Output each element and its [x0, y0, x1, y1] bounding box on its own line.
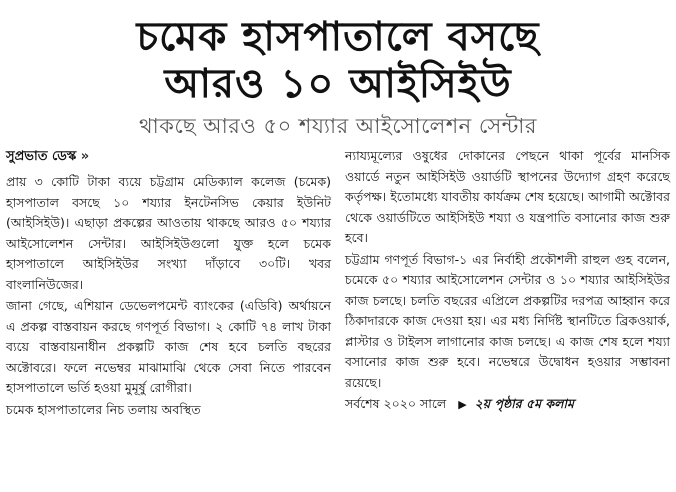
byline-marker-icon: » [80, 149, 90, 164]
paragraph: প্রায় ৩ কোটি টাকা ব্যয়ে চট্টগ্রাম মেডিক্যাল কলেজ (চমেক) হাসপাতাল বসছে ১০ শয্যার ইনটেনসিভ কেয়ার ইউনিট (আইসিইউ)। এছাড়া প্রকল্পের আওতায় থাকছে আরও ৫০ শয্যার আইসোলেশন সেন্টার। আইসিইউগুলো যুক্ত হলে চমেক হাসপাতালে আইসিইউর সংখ্যা দাঁড়াবে ৩০টি। খবর বাংলানিউজের। [6, 174, 331, 292]
article-body [6, 146, 670, 421]
continuation-reference: ২য় পৃষ্ঠার ৫ম কলাম [474, 396, 574, 411]
byline-name: সুপ্রভাত ডেস্ক [6, 149, 77, 164]
continuation-line [345, 394, 670, 416]
right-column [345, 146, 670, 421]
left-column [6, 146, 331, 421]
byline [6, 146, 331, 168]
headline-line-1: চমেক হাসপাতালে বসছে [136, 14, 540, 60]
arrow-right-icon: ▶ [458, 398, 467, 411]
paragraph: চট্টগ্রাম গণপূর্ত বিভাগ-১ এর নির্বাহী প্রকৌশলী রাহুল গুহ বলেন, চমেকে ৫০ শয্যার আইসোলেশন সেন্টার ও ১০ শয্যার আইসিইউর কাজ চলছে। চলতি বছরের এপ্রিলে প্রকল্পটির দরপত্র আহ্বান করে ঠিকাদারকে কাজ দেওয়া হয়। এর মধ্য নির্দিষ্ট স্থানটিতে ব্রিকওয়ার্ক, প্লাস্টার ও টাইলস লাগানোর কাজ চলছে। এ কাজ শেষ হলে শয্যা বসানোর কাজ শুরু হবে। নভেম্বরে উদ্বোধন হওয়ার সম্ভাবনা রয়েছে। [345, 251, 670, 390]
continuation-lead: সর্বশেষ ২০২০ সালে [345, 396, 447, 411]
paragraph: ন্যায্যমূল্যের ওষুধের দোকানের পেছনে থাকা পূর্বের মানসিক ওয়ার্ডে নতুন আইসিইউ ওয়ার্ডটি স্থাপনের উদ্যোগ গ্রহণ করেছে কর্তৃপক্ষ। ইতোমধ্যে যাবতীয় কার্যক্রম শেষ হয়েছে। আগামী অক্টোবর থেকে ওয়ার্ডটিতে আইসিইউ শয্যা ও যন্ত্রপাতি বসানোর কাজ শুরু হবে। [345, 148, 670, 245]
paragraph: চমেক হাসপাতালের নিচ তলায় অবস্থিত [6, 401, 201, 417]
paragraph: জানা গেছে, এশিয়ান ডেভেলপমেন্ট ব্যাংকের (এডিবি) অর্থায়নে এ প্রকল্প বাস্তবায়ন করছে গণপূর্ত বিভাগ। ২ কোটি ৭৪ লাখ টাকা ব্যয়ে বাস্তবায়নাধীন প্রকল্পটি কাজ শেষ হবে চলতি বছরের অক্টোবরে। ফলে নভেম্বর মাঝামাঝি থেকে সেবা নিতে পারবেন হাসপাতালে ভর্তি হওয়া মুমূর্ষু রোগীরা। [6, 298, 331, 395]
headline-line-2: আরও ১০ আইসিইউ [164, 61, 512, 107]
subheadline: থাকছে আরও ৫০ শয্যার আইসোলেশন সেন্টার [139, 114, 537, 138]
